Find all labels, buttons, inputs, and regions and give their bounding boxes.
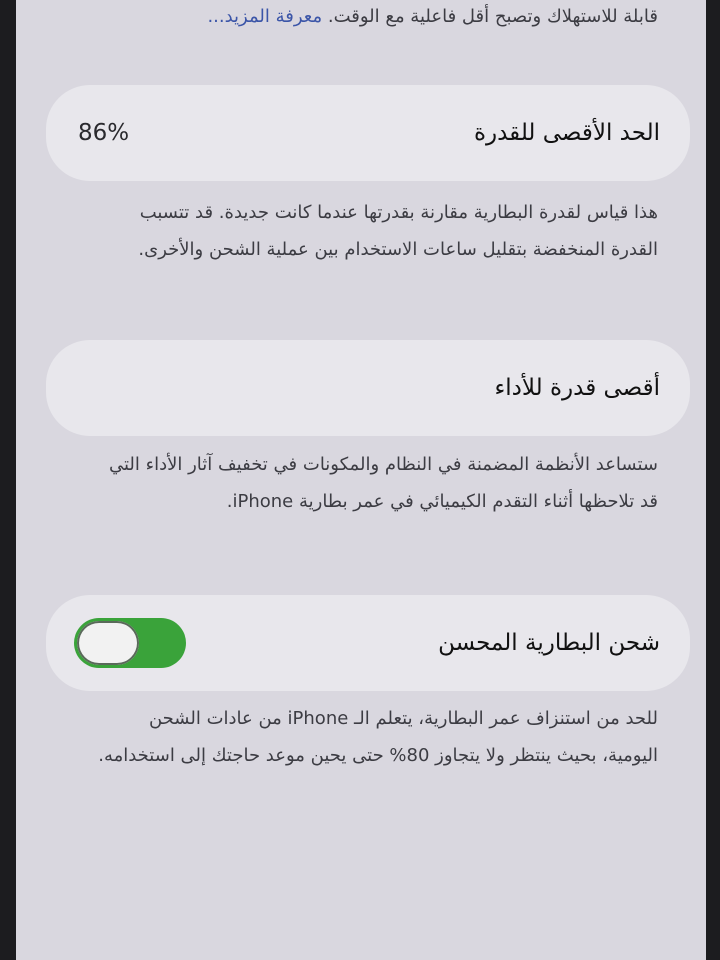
optimized-charging-title: شحن البطارية المحسن <box>438 630 660 656</box>
max-capacity-row <box>46 85 690 181</box>
peak-performance-description: ستساعد الأنظمة المضمنة في النظام والمكونات في تخفيف آثار الأداء التي قد تلاحظها أثناء التقدم الكيميائي في عمر بطارية iPhone. <box>109 454 658 512</box>
learn-more-link[interactable]: معرفة المزيد... <box>207 6 323 27</box>
peak-performance-title: أقصى قدرة للأداء <box>494 375 660 401</box>
toggle-knob <box>77 621 139 665</box>
intro-text: قابلة للاستهلاك وتصبح أقل فاعلية مع الوقت. <box>327 6 658 27</box>
battery-health-screen <box>16 0 706 960</box>
max-capacity-description: هذا قياس لقدرة البطارية مقارنة بقدرتها عندما كانت جديدة. قد تتسبب القدرة المنخفضة بتقليل ساعات الاستخدام بين عملية الشحن والأخرى. <box>138 202 658 260</box>
optimized-charging-row <box>46 595 690 691</box>
max-capacity-title: الحد الأقصى للقدرة <box>473 120 660 146</box>
optimized-charging-description: للحد من استنزاف عمر البطارية، يتعلم الـ iPhone من عادات الشحن اليومية، بحيث ينتظر ولا يتجاوز 80% حتى يحين موعد حاجتك إلى استخدامه. <box>98 708 658 766</box>
optimized-charging-toggle[interactable] <box>74 618 186 668</box>
peak-performance-row <box>46 340 690 436</box>
max-capacity-value: 86% <box>78 120 130 146</box>
intro-note <box>88 0 658 35</box>
